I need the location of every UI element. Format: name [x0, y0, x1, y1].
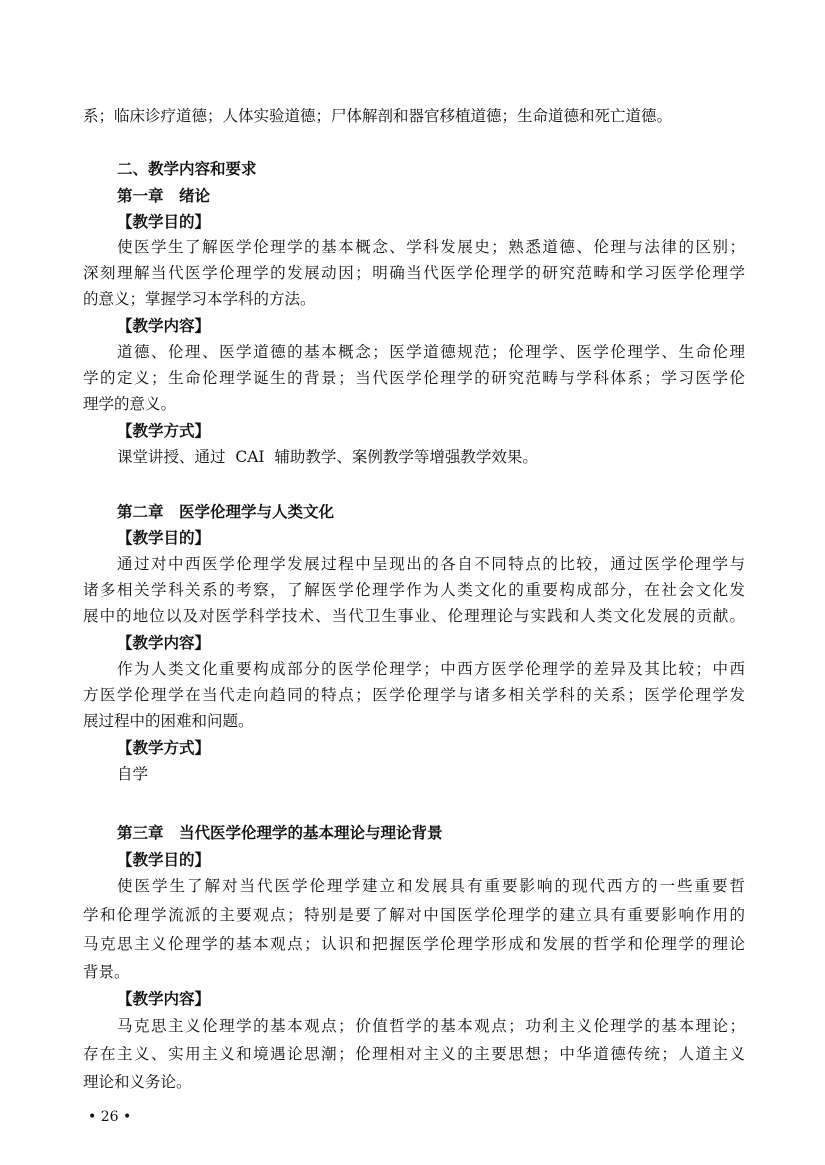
- ch3-content-label: 【教学内容】: [117, 990, 211, 1008]
- chapter-2-title: 第二章 医学伦理学与人类文化: [117, 503, 335, 521]
- chapter-1-title: 第一章 绪论: [117, 187, 211, 205]
- ch3-content-line: 马克思主义伦理学的基本观点；价值哲学的基本观点；功利主义伦理学的基本理论；: [117, 1017, 745, 1035]
- page-number: • 26 •: [88, 1109, 132, 1125]
- ch1-content-line: 理学的意义。: [83, 395, 177, 413]
- chapter-3-title: 第三章 当代医学伦理学的基本理论与理论背景: [117, 824, 443, 842]
- ch3-purpose-label: 【教学目的】: [117, 851, 211, 869]
- ch3-purpose-line: 使医学生了解对当代医学伦理学建立和发展具有重要影响的现代西方的一些重要哲: [117, 877, 745, 895]
- ch3-purpose-line: 背景。: [83, 963, 130, 981]
- ch2-method-label: 【教学方式】: [117, 739, 211, 757]
- ch2-method-text: 自学: [117, 765, 149, 783]
- ch3-purpose-line: 学和伦理学流派的主要观点；特别是要了解对中国医学伦理学的建立具有重要影响作用的: [83, 906, 745, 924]
- ch1-method-text: 课堂讲授、通过 CAI 辅助教学、案例教学等增强教学效果。: [117, 448, 538, 466]
- ch1-method-label: 【教学方式】: [117, 422, 211, 440]
- ch2-purpose-line: 通过对中西医学伦理学发展过程中呈现出的各自不同特点的比较，通过医学伦理学与: [117, 555, 745, 573]
- ch2-purpose-line: 诸多相关学科关系的考察，了解医学伦理学作为人类文化的重要构成部分，在社会文化发: [83, 581, 745, 599]
- ch1-purpose-line: 的意义；掌握学习本学科的方法。: [83, 290, 316, 308]
- ch1-purpose-label: 【教学目的】: [117, 213, 211, 231]
- ch2-content-line: 作为人类文化重要构成部分的医学伦理学；中西方医学伦理学的差异及其比较；中西: [117, 660, 745, 678]
- ch3-purpose-line: 马克思主义伦理学的基本观点；认识和把握医学伦理学形成和发展的哲学和伦理学的理论: [83, 935, 745, 953]
- ch2-purpose-label: 【教学目的】: [117, 529, 211, 547]
- ch3-content-line: 存在主义、实用主义和境遇论思潮；伦理相对主义的主要思想；中华道德传统；人道主义: [83, 1045, 745, 1063]
- ch3-content-line: 理论和义务论。: [83, 1073, 192, 1091]
- ch2-content-label: 【教学内容】: [117, 634, 211, 652]
- ch2-content-line: 方医学伦理学在当代走向趋同的特点；医学伦理学与诸多相关学科的关系；医学伦理学发: [83, 686, 745, 704]
- top-fragment: 系；临床诊疗道德；人体实验道德；尸体解剖和器官移植道德；生命道德和死亡道德。: [83, 107, 673, 125]
- ch1-content-line: 学的定义；生命伦理学诞生的背景；当代医学伦理学的研究范畴与学科体系；学习医学伦: [83, 369, 745, 387]
- section-title: 二、教学内容和要求: [117, 160, 257, 178]
- ch1-content-label: 【教学内容】: [117, 317, 211, 335]
- ch1-purpose-line: 使医学生了解医学伦理学的基本概念、学科发展史；熟悉道德、伦理与法律的区别；: [117, 238, 745, 256]
- ch2-content-line: 展过程中的困难和问题。: [83, 712, 254, 730]
- ch1-content-line: 道德、伦理、医学道德的基本概念；医学道德规范；伦理学、医学伦理学、生命伦理: [117, 343, 745, 361]
- ch1-purpose-line: 深刻理解当代医学伦理学的发展动因；明确当代医学伦理学的研究范畴和学习医学伦理学: [83, 264, 745, 282]
- ch2-purpose-line: 展中的地位以及对医学科学技术、当代卫生事业、伦理理论与实践和人类文化发展的贡献。: [83, 607, 745, 625]
